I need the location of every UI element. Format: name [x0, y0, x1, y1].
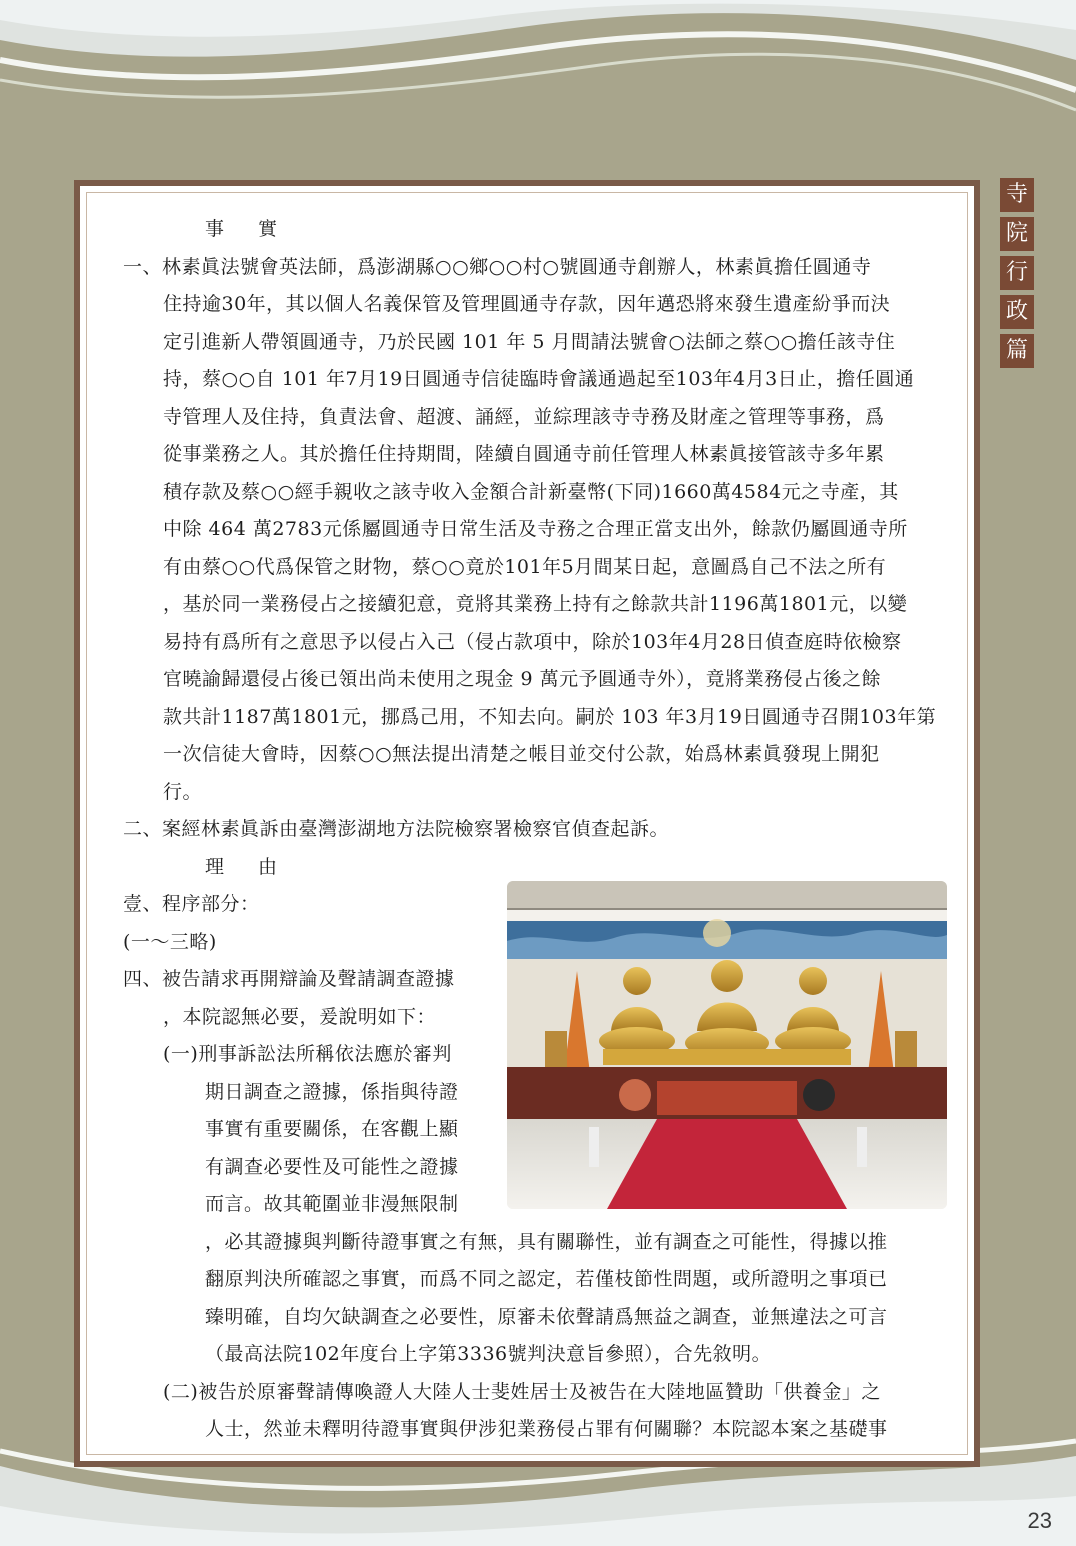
text-line: 款共計1187萬1801元，挪爲己用，不知去向。嗣於 103 年3月19日圓通寺召開103年第 — [163, 705, 937, 728]
text-line: (二)被告於原審聲請傳喚證人大陸人士斐姓居士及被告在大陸地區贊助「供養金」之 — [163, 1380, 881, 1403]
content-frame — [74, 180, 980, 1467]
text-line: ，必其證據與判斷待證事實之有無，具有關聯性，並有調查之可能性，得據以推 — [205, 1230, 888, 1253]
text-line: 林素眞法號會英法師，爲澎湖縣○○鄉○○村○號圓通寺創辦人，林素眞擔任圓通寺 — [162, 255, 872, 278]
text-line: 而言。故其範圍並非漫無限制 — [205, 1193, 459, 1215]
section-procedure: 壹、程序部分： — [123, 893, 260, 915]
text-line: 一次信徒大會時，因蔡○○無法提出清楚之帳目並交付公款，始爲林素眞發現上開犯 — [163, 743, 880, 765]
text-line: 從事業務之人。其於擔任住持期間，陸續自圓通寺前任管理人林素眞接管該寺多年累 — [163, 443, 885, 465]
text-line: 事實有重要關係，在客觀上顯 — [205, 1118, 459, 1140]
text-line: (一)刑事訴訟法所稱依法應於審判 — [163, 1043, 452, 1065]
text-line: ，基於同一業務侵占之接續犯意，竟將其業務上持有之餘款共計1196萬1801元，以變 — [163, 593, 908, 615]
sub-item-2 — [123, 1374, 949, 1449]
text-line: 翻原判決所確認之事實，而爲不同之認定，若僅枝節性問題，或所證明之事項已 — [205, 1268, 888, 1290]
text-line: 期日調查之證據，係指與待證 — [205, 1080, 459, 1103]
text-line: ，本院認無必要，爰說明如下： — [163, 1005, 437, 1028]
text-line: 住持逾30年，其以個人名義保管及管理圓通寺存款，因年邁恐將來發生遺產紛爭而決 — [163, 293, 891, 315]
section-tab-char: 政 — [1000, 295, 1034, 329]
omitted-note: (一～三略) — [123, 930, 217, 953]
temple-buddha-statues-photo — [507, 881, 947, 1209]
section-tab-char: 篇 — [1000, 334, 1034, 368]
facts-item-2: 二、案經林素眞訴由臺灣澎湖地方法院檢察署檢察官偵查起訴。 — [123, 818, 670, 840]
text-line: 積存款及蔡○○經手親收之該寺收入金額合計新臺幣(下同)1660萬4584元之寺產，其 — [163, 480, 899, 503]
page-number: 23 — [1027, 1508, 1052, 1533]
text-line: 寺管理人及住持，負責法會、超渡、誦經，並綜理該寺寺務及財產之管理等事務，爲 — [163, 405, 885, 428]
text-line: 官曉諭歸還侵占後已領出尚未使用之現金 9 萬元予圓通寺外），竟將業務侵占後之餘 — [163, 668, 882, 690]
facts-item-1 — [123, 249, 949, 812]
document-body — [123, 211, 949, 1449]
top-wave-decoration — [0, 0, 1076, 150]
section-tabs — [1000, 178, 1034, 373]
text-line: 人士，然並未釋明待證事實與伊涉犯業務侵占罪有何關聯？本院認本案之基礎事 — [205, 1418, 888, 1440]
text-line: 有調查必要性及可能性之證據 — [205, 1155, 459, 1178]
text-line: 中除 464 萬2783元係屬圓通寺日常生活及寺務之合理正當支出外，餘款仍屬圓通寺所 — [163, 518, 908, 540]
item-marker: 一、 — [123, 255, 163, 278]
text-line: 行。 — [163, 780, 203, 803]
text-line: 持，蔡○○自 101 年7月19日圓通寺信徒臨時會議通過起至103年4月3日止，擔任圓通 — [163, 368, 915, 390]
heading-reasons: 理 由 — [205, 855, 292, 878]
section-tab-char: 院 — [1000, 217, 1034, 251]
text-line: 定引進新人帶領圓通寺，乃於民國 101 年 5 月間請法號會○法師之蔡○○擔任該寺住 — [163, 330, 896, 353]
text-line: 易持有爲所有之意思予以侵占入己（侵占款項中，除於103年4月28日偵查庭時依檢察 — [163, 630, 902, 653]
content-panel — [80, 186, 974, 1461]
text-line: 有由蔡○○代爲保管之財物，蔡○○竟於101年5月間某日起，意圖爲自己不法之所有 — [163, 555, 887, 578]
heading-facts: 事 實 — [205, 218, 292, 240]
section-tab-char: 寺 — [1000, 178, 1034, 212]
text-line: 臻明確，自均欠缺調查之必要性，原審未依聲請爲無益之調查，並無違法之可言 — [205, 1305, 888, 1328]
section-tab-char: 行 — [1000, 256, 1034, 290]
reasons-item-4: 四、被告請求再開辯論及聲請調查證據 — [123, 968, 455, 990]
text-line: （最高法院102年度台上字第3336號判決意旨參照），合先敘明。 — [205, 1343, 772, 1365]
